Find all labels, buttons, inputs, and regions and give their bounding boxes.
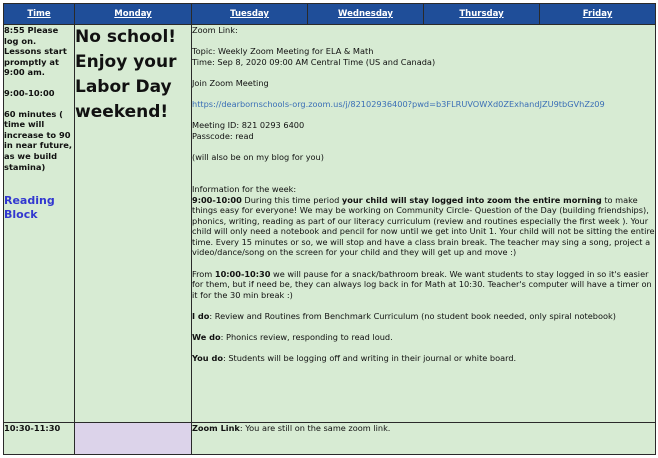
schedule-row-late-morning	[4, 423, 656, 455]
monday-cell-2	[75, 423, 192, 455]
meeting-passcode: Passcode: read	[192, 130, 254, 141]
schedule-row-morning	[4, 25, 656, 423]
duration-note: 60 minutes ( time will increase to 90 in near future, as we build stamina)	[4, 108, 73, 172]
header-time: Time	[4, 4, 75, 25]
info-emphasis: your child will stay logged into zoom the entire morning	[341, 194, 602, 205]
header-monday: Monday	[75, 4, 192, 25]
zoom-link-label-2: Zoom Link	[192, 423, 240, 433]
time-cell-2: 10:30-11:30	[4, 423, 75, 455]
join-zoom-label: Join Zoom Meeting	[192, 77, 269, 88]
meeting-time: Time: Sep 8, 2020 09:00 AM Central Time (US and Canada)	[192, 56, 436, 67]
block-time: 9:00-10:00	[4, 87, 55, 98]
no-school-message: No school! Enjoy your Labor Day weekend!	[75, 27, 177, 122]
monday-cell	[75, 25, 192, 423]
meeting-id: Meeting ID: 821 0293 6400	[192, 120, 305, 131]
header-row	[4, 4, 656, 25]
tuesday-content-cell-2	[192, 423, 656, 455]
schedule-table	[3, 3, 656, 455]
info-paragraph-1: 9:00-10:00 During this time period your child will stay logged into zoom the entire morning to make things easy for everyone! We may be working on Community Circle- Question of the Day (building friendships), phonics, writing, reading as part of our literacy curriculum (review and routines especially the first week ). Your child will only need a notebook and pencil for now until we get into Unit 1. Your child will not be sitting the entire time. Every 15 minutes or so, we will stop and have a class brain break. The teacher may sing a song, project a video/dance/song on the screen for your child and they will get up and move :)	[192, 194, 655, 258]
header-wednesday: Wednesday	[308, 4, 424, 25]
zoom-link-label: Zoom Link:	[192, 25, 238, 35]
reading-block-label: Reading Block	[4, 194, 55, 222]
login-note: 8:55 Please log on. Lessons start promptly at 9:00 am.	[4, 25, 67, 78]
header-friday: Friday	[540, 4, 656, 25]
zoom-meeting-link[interactable]: https://dearbornschools-org.zoom.us/j/82102936400?pwd=b3FLRUVOWXd0ZExhandJZU9tbGVhZz09	[192, 99, 605, 110]
info-heading: Information for the week:	[192, 183, 297, 194]
info-time: 9:00-10:00	[192, 194, 242, 205]
break-time: 10:00-10:30	[214, 268, 271, 279]
time-cell	[4, 25, 75, 423]
meeting-topic: Topic: Weekly Zoom Meeting for ELA & Math	[192, 46, 374, 57]
zoom-link-note: : You are still on the same zoom link.	[239, 423, 391, 433]
we-do-line: We do: Phonics review, responding to read loud.	[192, 332, 393, 343]
blog-note: (will also be on my blog for you)	[192, 152, 324, 163]
info-paragraph-2: From 10:00-10:30 we will pause for a snack/bathroom break. We want students to stay logged in so it's easier for them, but if need be, they can always log back in for Math at 10:30. Teacher's computer will have a timer on it for the 30 min break :)	[192, 268, 652, 300]
you-do-line: You do: Students will be logging off and writing in their journal or white board.	[192, 353, 517, 364]
tuesday-content-cell	[192, 25, 656, 423]
header-tuesday: Tuesday	[192, 4, 308, 25]
header-thursday: Thursday	[424, 4, 540, 25]
i-do-line: I do: Review and Routines from Benchmark Curriculum (no student book needed, only spiral notebook)	[192, 311, 616, 322]
